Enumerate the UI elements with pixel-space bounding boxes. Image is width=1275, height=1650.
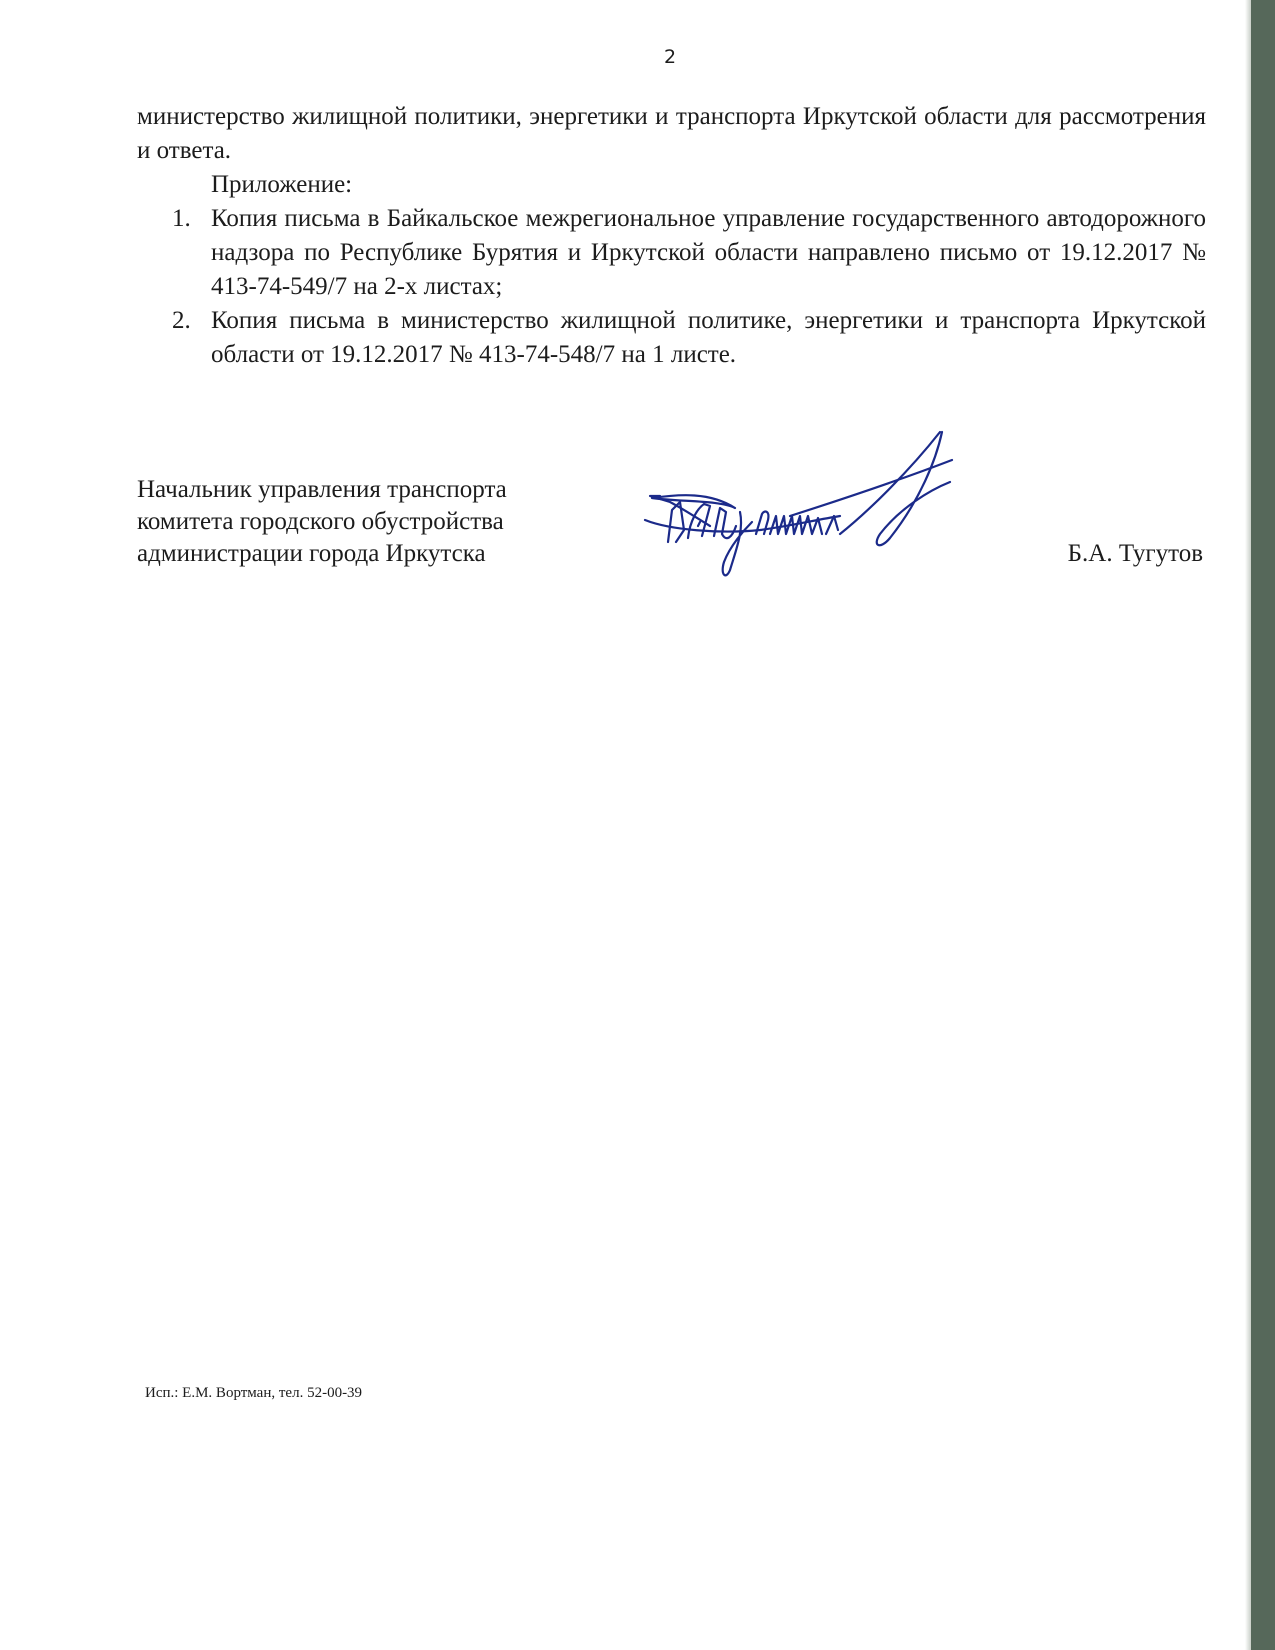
handwritten-signature [640,430,1010,610]
paragraph-continuation: министерство жилищной политики, энергетики и транспорта Иркутской области для рассмотрения и ответа. [137,103,1206,164]
appendix-item-text: Копия письма в Байкальское межрегиональное управление государственного автодорожного надзора по Республике Бурятия и Иркутской области направлено письмо от 19.12.2017 № 413-74-549/7 на 2-х листах; [211,205,1206,300]
appendix-item-number: 1. [172,205,191,232]
signer-position [137,474,507,570]
appendix-list [137,202,1206,372]
letter-body [137,100,1206,372]
executor-info: Исп.: Е.М. Вортман, тел. 52-00-39 [145,1385,363,1401]
appendix-item-number: 2. [172,307,191,334]
signer-name: Б.А. Тугутов [1067,540,1203,567]
signer-position-line: администрации города Иркутска [137,540,486,567]
page-number: 2 [663,46,677,68]
appendix-item [137,304,1206,372]
signer-position-line: Начальник управления транспорта [137,476,507,503]
scan-edge [1251,0,1275,1650]
appendix-item-text: Копия письма в министерство жилищной политике, энергетики и транспорта Иркутской области от 19.12.2017 № 413-74-548/7 на 1 листе. [211,307,1206,368]
appendix-item [137,202,1206,304]
signer-position-line: комитета городского обустройства [137,508,504,535]
appendix-title: Приложение: [211,171,353,198]
